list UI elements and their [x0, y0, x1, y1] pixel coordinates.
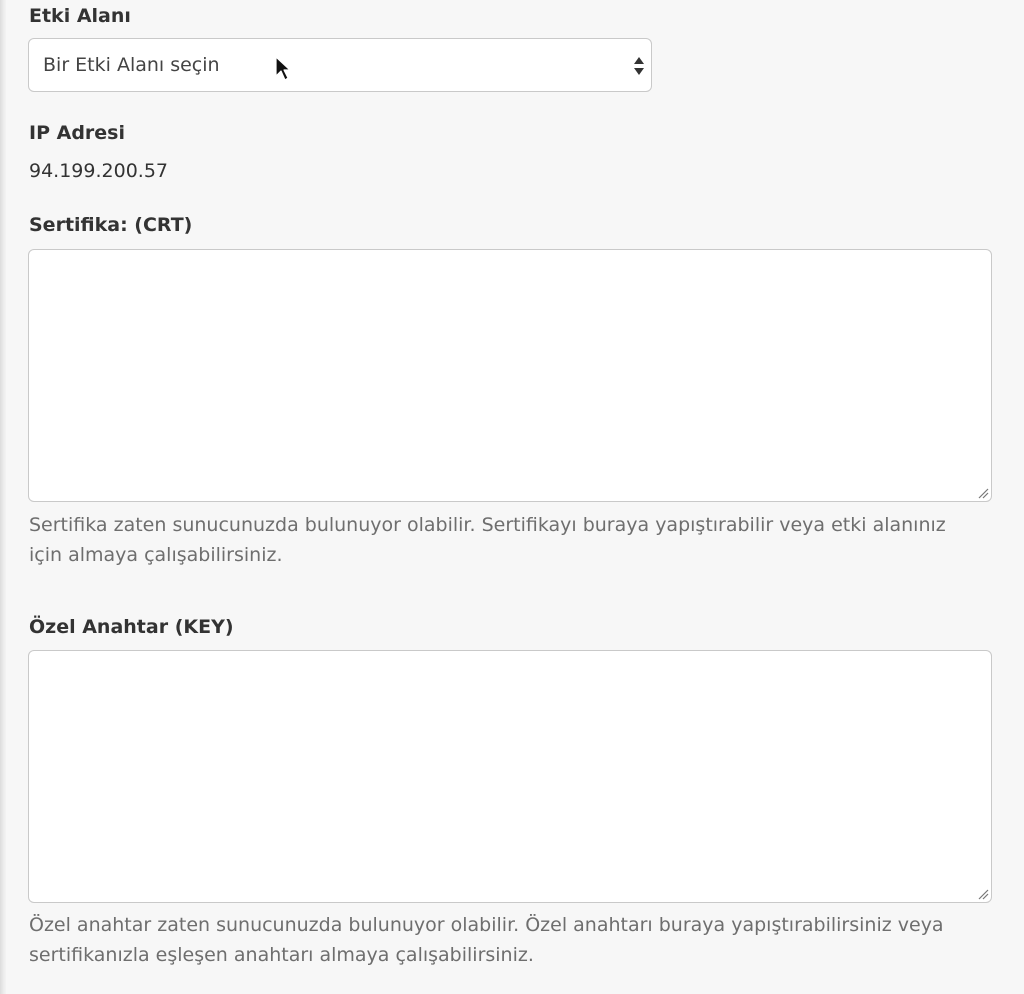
private-key-help-text: Özel anahtar zaten sunucunuzda bulunuyor olabilir. Özel anahtarı buraya yapıştırabilirsiniz veya sertifikanızla eşleşen anahtarı almaya çalışabilirsiniz. — [29, 914, 944, 966]
ip-value: 94.199.200.57 — [29, 160, 169, 182]
private-key-textarea[interactable] — [28, 650, 992, 903]
resize-grip-icon[interactable] — [977, 888, 989, 900]
private-key-label: Özel Anahtar (KEY) — [29, 616, 234, 638]
resize-grip-icon[interactable] — [977, 487, 989, 499]
certificate-textarea[interactable] — [28, 249, 992, 502]
updown-caret-icon — [633, 55, 645, 77]
domain-select[interactable] — [28, 38, 652, 92]
ip-label: IP Adresi — [29, 122, 125, 144]
certificate-label: Sertifika: (CRT) — [29, 214, 193, 236]
certificate-help-text: Sertifika zaten sunucunuzda bulunuyor olabilir. Sertifikayı buraya yapıştırabilir veya etki alanınız için almaya çalışabilirsiniz. — [29, 514, 946, 566]
left-panel-edge — [0, 0, 6, 994]
domain-select-value: Bir Etki Alanı seçin — [43, 54, 220, 76]
mouse-pointer-icon — [275, 56, 291, 82]
domain-label: Etki Alanı — [29, 5, 131, 27]
